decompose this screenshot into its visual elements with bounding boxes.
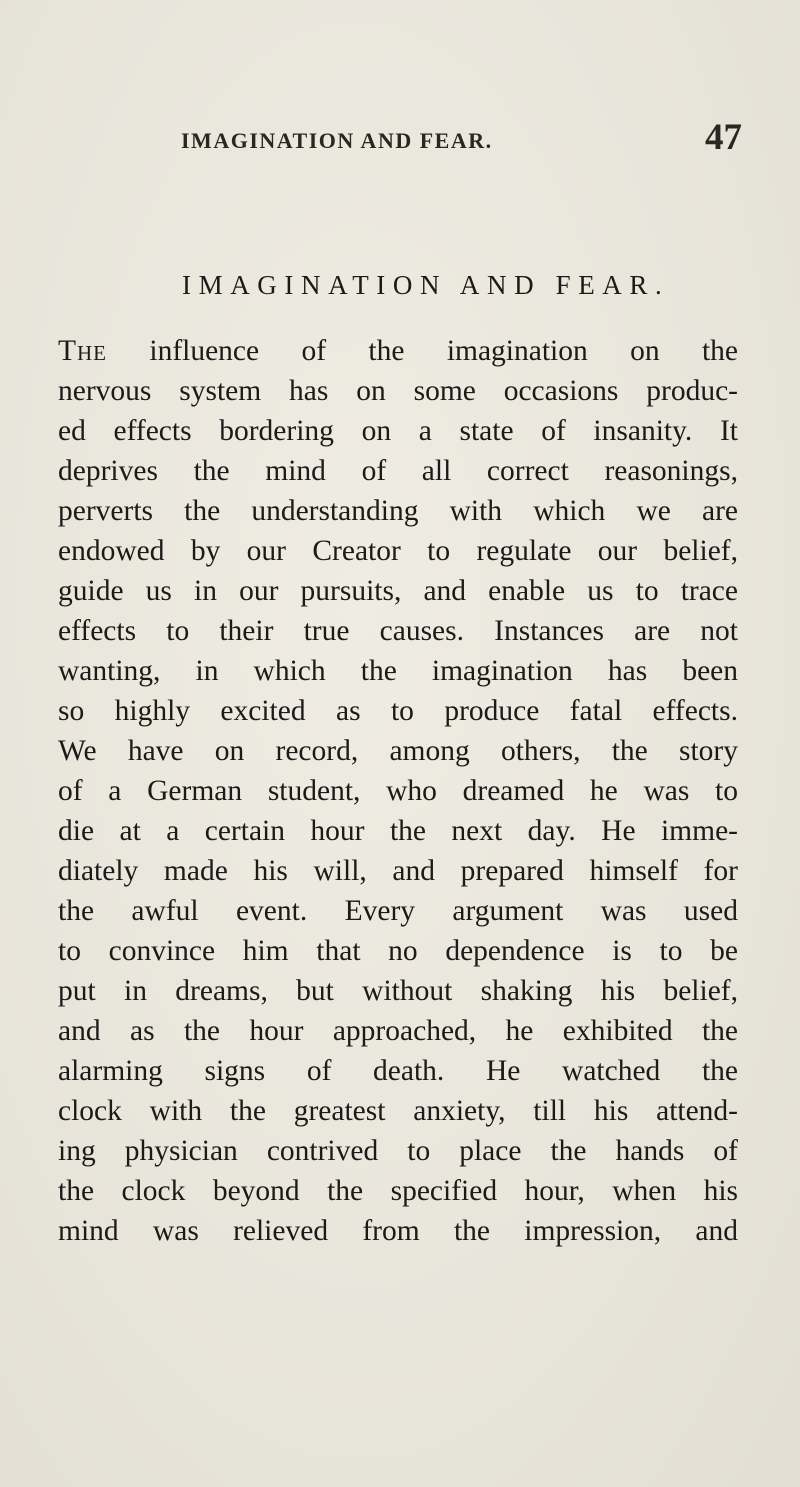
body-line: of a German student, who dreamed he was to (58, 775, 738, 807)
body-line: the awful event. Every argument was used (58, 895, 738, 927)
body-line: perverts the understanding with which we are (58, 495, 738, 527)
body-line: endowed by our Creator to regulate our belief, (58, 535, 738, 567)
body-line-text: influence of the imagination on the (107, 335, 738, 367)
running-head-title: IMAGINATION AND FEAR. (181, 128, 493, 153)
body-line: nervous system has on some occasions produc- (58, 375, 738, 407)
body-line: diately made his will, and prepared himself for (58, 855, 738, 887)
body-line: and as the hour approached, he exhibited the (58, 1015, 738, 1047)
chapter-title: IMAGINATION AND FEAR. (182, 270, 670, 300)
body-line: effects to their true causes. Instances are not (58, 615, 738, 647)
body-line: put in dreams, but without shaking his belief, (58, 975, 738, 1007)
body-line: alarming signs of death. He watched the (58, 1055, 738, 1087)
body-line: guide us in our pursuits, and enable us to trace (58, 575, 738, 607)
body-line: mind was relieved from the impression, and (58, 1215, 738, 1247)
body-line: so highly excited as to produce fatal effects. (58, 695, 738, 727)
body-line: We have on record, among others, the story (58, 735, 738, 767)
body-line: to convince him that no dependence is to be (58, 935, 738, 967)
body-line (58, 331, 738, 371)
body-line: die at a certain hour the next day. He imme- (58, 815, 738, 847)
running-head (181, 117, 742, 160)
page-number: 47 (705, 117, 742, 158)
body-line: ing physician contrived to place the hands of (58, 1135, 738, 1167)
body-line: clock with the greatest anxiety, till his attend- (58, 1095, 738, 1127)
body-line: the clock beyond the specified hour, when his (58, 1175, 738, 1207)
body-line: ed effects bordering on a state of insanity. It (58, 415, 738, 447)
body-line: deprives the mind of all correct reasonings, (58, 455, 738, 487)
first-word: The (58, 335, 108, 367)
body-text (58, 331, 738, 1251)
body-line: wanting, in which the imagination has been (58, 655, 738, 687)
